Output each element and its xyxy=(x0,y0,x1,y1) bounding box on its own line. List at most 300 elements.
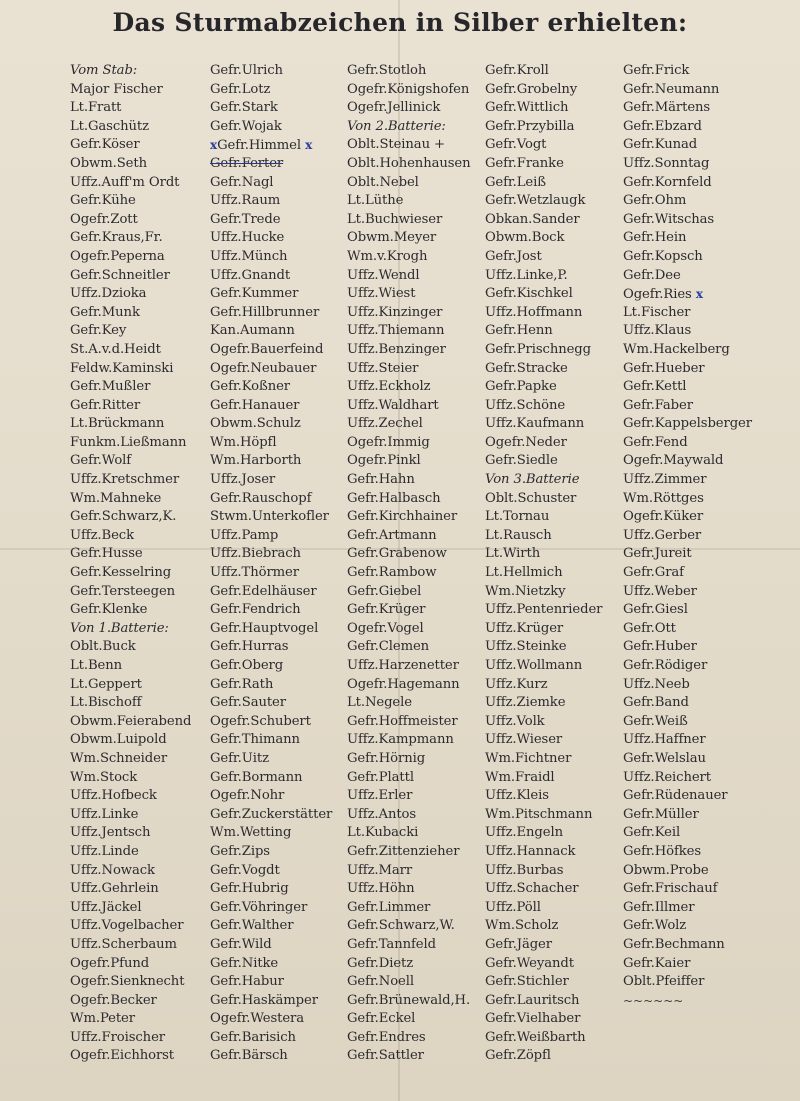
name-entry xyxy=(70,415,210,434)
name-text: Uffz.Höhn xyxy=(347,881,415,897)
name-text: Uffz.Burbas xyxy=(485,862,564,878)
name-text: Uffz.Harzenetter xyxy=(347,658,459,673)
name-text: Gefr.Schwarz,W. xyxy=(347,918,455,934)
name-text: Uffz.Linke xyxy=(70,806,139,822)
name-text: Gefr.Witschas xyxy=(623,211,715,227)
name-entry xyxy=(210,248,347,267)
name-text: Gefr.Rauschopf xyxy=(210,490,312,506)
name-text: Gefr.Rambow xyxy=(347,565,437,581)
name-entry xyxy=(210,99,347,118)
name-text: Uffz.Schöne xyxy=(485,397,566,413)
name-text: Gefr.Kühe xyxy=(70,193,136,209)
name-text: Gefr.Dietz xyxy=(347,955,414,971)
name-text: Ogefr.Jellinick xyxy=(347,100,441,116)
name-entry xyxy=(210,508,347,527)
name-entry xyxy=(623,360,798,379)
name-text: Gefr.Jost xyxy=(485,248,542,264)
name-entry xyxy=(347,657,485,676)
name-entry xyxy=(347,155,485,174)
name-text: Gefr.Mußler xyxy=(70,379,151,395)
name-text: Uffz.Froischer xyxy=(70,1029,165,1045)
name-text: Gefr.Hahn xyxy=(347,472,415,488)
name-entry xyxy=(347,174,485,193)
name-entry xyxy=(623,638,798,657)
name-entry xyxy=(623,267,798,286)
name-text: Ogefr.Bauerfeind xyxy=(210,341,324,357)
name-text: Gefr.Kroll xyxy=(485,63,549,78)
name-text: Gefr.Frischauf xyxy=(623,881,718,897)
name-text: Gefr.Schneitler xyxy=(70,267,170,283)
name-text: Gefr.Vogdt xyxy=(210,862,280,878)
name-text: Uffz.Wiest xyxy=(347,286,416,302)
name-text: Uffz.Sonntag xyxy=(623,155,710,171)
name-text: Uffz.Raum xyxy=(210,193,281,209)
name-entry xyxy=(623,880,798,899)
name-text: Wm.Schneider xyxy=(70,750,168,766)
name-entry xyxy=(70,843,210,862)
name-text: Gefr.Noell xyxy=(347,974,414,990)
name-text: Ogefr.Schubert xyxy=(210,713,311,729)
name-text: Uffz.Erler xyxy=(347,788,413,804)
name-entry xyxy=(485,360,623,379)
name-entry xyxy=(623,397,798,416)
name-entry xyxy=(347,397,485,416)
name-entry xyxy=(70,490,210,509)
name-entry xyxy=(210,471,347,490)
name-entry xyxy=(485,248,623,267)
name-entry xyxy=(70,341,210,360)
name-text: Gefr.Giesl xyxy=(623,602,688,618)
section-heading xyxy=(70,620,210,639)
name-text: Wm.Peter xyxy=(70,1011,135,1027)
name-text: Lt.Hellmich xyxy=(485,565,563,581)
name-text: Gefr.Hein xyxy=(623,230,687,246)
name-entry xyxy=(347,81,485,100)
name-text: Gefr.Wild xyxy=(210,936,272,952)
name-text: Obwm.Meyer xyxy=(347,230,437,246)
name-text: Gefr.Wolz xyxy=(623,918,687,934)
name-entry xyxy=(70,992,210,1011)
name-entry xyxy=(70,824,210,843)
name-entry xyxy=(70,1029,210,1048)
name-text: Gefr.Huber xyxy=(623,639,697,655)
name-text: Gefr.Märtens xyxy=(623,100,711,116)
name-text: Gefr.Schwarz,K. xyxy=(70,509,177,525)
name-entry xyxy=(210,992,347,1011)
name-entry xyxy=(623,694,798,713)
name-entry xyxy=(70,545,210,564)
name-entry xyxy=(347,824,485,843)
name-text: Uffz.Wollmann xyxy=(485,658,583,673)
name-text: Gefr.Key xyxy=(70,323,127,339)
name-text: Gefr.Stotloh xyxy=(347,63,427,78)
name-text: Gefr.Graf xyxy=(623,565,684,581)
name-text: Gefr.Hörnig xyxy=(347,750,426,766)
name-text: Wm.Fraidl xyxy=(485,769,555,785)
name-entry xyxy=(485,713,623,732)
name-entry xyxy=(347,415,485,434)
name-text: Gefr.Franke xyxy=(485,155,564,171)
name-text: Kan.Aumann xyxy=(210,323,295,339)
name-entry xyxy=(485,62,623,81)
name-entry xyxy=(347,638,485,657)
name-text: Uffz.Kampmann xyxy=(347,732,454,748)
name-entry xyxy=(347,267,485,286)
name-entry xyxy=(70,1010,210,1029)
name-entry xyxy=(485,806,623,825)
name-entry xyxy=(485,731,623,750)
name-text: Gefr.Müller xyxy=(623,806,699,822)
name-entry xyxy=(70,955,210,974)
name-text: Uffz.Thörmer xyxy=(210,565,299,581)
name-entry xyxy=(347,769,485,788)
name-entry xyxy=(347,787,485,806)
name-entry xyxy=(210,955,347,974)
name-entry xyxy=(623,155,798,174)
name-entry xyxy=(347,1010,485,1029)
name-text: Ogefr.Königshofen xyxy=(347,81,470,97)
name-entry xyxy=(485,304,623,323)
name-text: Uffz.Neeb xyxy=(623,676,690,692)
name-entry xyxy=(347,583,485,602)
name-entry xyxy=(70,750,210,769)
name-text: Gefr.Wetzlaugk xyxy=(485,193,586,209)
name-text: Gefr.Siedle xyxy=(485,453,558,469)
name-entry xyxy=(347,750,485,769)
name-column-1 xyxy=(70,62,210,1066)
name-entry xyxy=(623,136,798,155)
name-entry xyxy=(347,862,485,881)
name-entry xyxy=(347,322,485,341)
name-entry xyxy=(347,713,485,732)
name-text: Ogefr.Becker xyxy=(70,992,157,1008)
name-entry xyxy=(210,824,347,843)
name-text: Von 1.Batterie: xyxy=(70,620,169,636)
name-text: Gefr.Habur xyxy=(210,974,284,990)
name-text: Uffz.Marr xyxy=(347,862,413,878)
name-entry xyxy=(210,620,347,639)
name-entry xyxy=(347,452,485,471)
name-entry xyxy=(623,787,798,806)
name-entry xyxy=(485,657,623,676)
name-text: Gefr.Kischkel xyxy=(485,286,573,302)
name-entry xyxy=(210,229,347,248)
name-entry xyxy=(210,452,347,471)
name-text: Ogefr.Vogel xyxy=(347,620,424,636)
name-entry xyxy=(485,174,623,193)
name-entry xyxy=(70,787,210,806)
name-text: Ogefr.Maywald xyxy=(623,453,724,469)
name-text: Uffz.Pöll xyxy=(485,899,541,915)
name-entry xyxy=(623,992,798,1011)
name-text: Stwm.Unterkofler xyxy=(210,509,329,525)
name-text: Uffz.Beck xyxy=(70,527,134,543)
name-entry xyxy=(70,434,210,453)
name-text: Lt.Benn xyxy=(70,658,123,673)
name-entry xyxy=(70,471,210,490)
name-text: Oblt.Buck xyxy=(70,639,136,655)
name-entry xyxy=(70,192,210,211)
name-entry xyxy=(210,81,347,100)
name-text: Gefr.Hueber xyxy=(623,360,705,376)
name-text: Gefr.Trede xyxy=(210,211,281,227)
name-entry xyxy=(347,490,485,509)
name-text: Von 3.Batterie xyxy=(485,472,580,488)
name-entry xyxy=(347,360,485,379)
name-entry xyxy=(210,638,347,657)
name-entry xyxy=(210,415,347,434)
name-text: Gefr.Kaier xyxy=(623,955,691,971)
name-entry xyxy=(210,360,347,379)
name-entry xyxy=(623,508,798,527)
name-entry xyxy=(347,471,485,490)
name-entry xyxy=(485,229,623,248)
name-entry xyxy=(623,583,798,602)
name-entry xyxy=(485,490,623,509)
name-text: Ogefr.Pinkl xyxy=(347,453,421,469)
name-text: Uffz.Hucke xyxy=(210,230,285,246)
name-entry xyxy=(485,81,623,100)
name-text: Obwm.Luipold xyxy=(70,732,167,748)
name-text: Gefr.Eckel xyxy=(347,1011,416,1027)
name-text: Gefr.Band xyxy=(623,695,689,711)
name-entry xyxy=(623,806,798,825)
name-text: Gefr.Köser xyxy=(70,137,140,153)
name-text: Uffz.Kretschmer xyxy=(70,472,180,488)
name-text: Uffz.Kleis xyxy=(485,788,549,804)
name-entry xyxy=(210,806,347,825)
name-text: Gefr.Zittenzieher xyxy=(347,843,460,859)
name-text: Wm.v.Krogh xyxy=(347,248,428,264)
handwritten-x-mark: x xyxy=(210,138,218,153)
name-entry xyxy=(347,211,485,230)
name-text: Ogefr.Westera xyxy=(210,1011,305,1027)
name-text: Gefr.Faber xyxy=(623,397,693,413)
name-text: Gefr.Tannfeld xyxy=(347,936,436,952)
name-text: Oblt.Schuster xyxy=(485,490,577,506)
name-text: Ogefr.Neubauer xyxy=(210,360,317,376)
name-entry xyxy=(347,1029,485,1048)
name-entry xyxy=(210,155,347,174)
name-text: Gefr.Nagl xyxy=(210,174,274,190)
name-entry xyxy=(210,341,347,360)
name-text: Gefr.Fend xyxy=(623,434,688,450)
name-entry xyxy=(70,267,210,286)
name-text: Gefr.Przybilla xyxy=(485,118,575,134)
name-entry xyxy=(210,973,347,992)
name-entry xyxy=(210,304,347,323)
name-text: Lt.Negele xyxy=(347,695,412,711)
name-entry xyxy=(485,99,623,118)
name-text: Gefr.Zöpfl xyxy=(485,1048,551,1064)
name-text: Gefr.Hillbrunner xyxy=(210,304,320,320)
name-text: Gefr.Kummer xyxy=(210,286,299,302)
name-entry xyxy=(70,285,210,304)
name-text: Gefr.Artmann xyxy=(347,527,437,543)
name-text: Gefr.Hurras xyxy=(210,639,289,655)
name-entry xyxy=(485,434,623,453)
handwritten-x-mark: x xyxy=(695,287,703,302)
name-text: Uffz.Hannack xyxy=(485,843,576,859)
name-entry xyxy=(210,676,347,695)
name-entry xyxy=(623,731,798,750)
name-entry xyxy=(347,620,485,639)
name-text: Gefr.Husse xyxy=(70,546,143,562)
name-entry xyxy=(623,750,798,769)
name-entry xyxy=(210,1047,347,1066)
name-text: Uffz.Steinke xyxy=(485,639,567,655)
name-entry xyxy=(210,527,347,546)
name-text: Uffz.Joser xyxy=(210,472,276,488)
name-text: Uffz.Krüger xyxy=(485,620,564,636)
name-text: Vom Stab: xyxy=(70,63,138,78)
name-text: Gefr.Rödiger xyxy=(623,658,708,673)
name-text: Uffz.Linde xyxy=(70,843,139,859)
name-column-5 xyxy=(623,62,798,1010)
name-entry xyxy=(347,973,485,992)
name-entry xyxy=(623,601,798,620)
name-text: Gefr.Illmer xyxy=(623,899,695,915)
name-entry xyxy=(70,508,210,527)
name-entry xyxy=(623,917,798,936)
name-entry xyxy=(70,211,210,230)
name-entry xyxy=(70,155,210,174)
name-text: Uffz.Pentenrieder xyxy=(485,602,603,618)
name-text: Oblt.Steinau + xyxy=(347,137,446,153)
name-entry xyxy=(485,1047,623,1066)
name-entry xyxy=(210,862,347,881)
name-entry xyxy=(485,155,623,174)
name-entry xyxy=(347,136,485,155)
name-text: Uffz.Linke,P. xyxy=(485,267,568,283)
section-heading xyxy=(347,118,485,137)
name-entry xyxy=(210,843,347,862)
name-entry xyxy=(485,1010,623,1029)
name-entry xyxy=(70,731,210,750)
name-text: Uffz.Dzioka xyxy=(70,286,147,302)
name-text: Gefr.Endres xyxy=(347,1029,426,1045)
name-text: Gefr.Wolf xyxy=(70,453,132,469)
name-text: Gefr.Welslau xyxy=(623,750,706,766)
name-text: Uffz.Waldhart xyxy=(347,397,439,413)
name-text: Gefr.Kornfeld xyxy=(623,174,712,190)
name-text: Obwm.Schulz xyxy=(210,416,301,432)
name-text: Gefr.Dee xyxy=(623,267,681,283)
name-entry xyxy=(347,880,485,899)
name-text: Gefr.Weiß xyxy=(623,713,688,729)
name-entry xyxy=(210,583,347,602)
name-text: Ogefr.Zott xyxy=(70,211,138,227)
name-entry xyxy=(485,750,623,769)
name-text: Obwm.Probe xyxy=(623,862,709,878)
name-text: Gefr.Zuckerstätter xyxy=(210,806,333,822)
name-text: Lt.Fratt xyxy=(70,100,122,116)
name-text: Gefr.Zips xyxy=(210,843,270,859)
name-entry xyxy=(347,843,485,862)
name-text: Ogefr.Nohr xyxy=(210,788,285,804)
name-entry xyxy=(485,136,623,155)
name-entry xyxy=(485,973,623,992)
name-entry xyxy=(623,211,798,230)
name-text: Lt.Lüthe xyxy=(347,193,404,209)
name-text: Uffz.Jäckel xyxy=(70,899,142,915)
name-entry xyxy=(623,81,798,100)
name-entry xyxy=(210,285,347,304)
name-entry xyxy=(70,99,210,118)
name-text: Obwm.Feierabend xyxy=(70,713,192,729)
name-text: Gefr.Höfkes xyxy=(623,843,702,859)
name-entry xyxy=(623,248,798,267)
name-entry xyxy=(347,676,485,695)
name-entry xyxy=(485,452,623,471)
name-text: Lt.Tornau xyxy=(485,509,550,525)
name-entry xyxy=(347,192,485,211)
name-text: Gefr.Wojak xyxy=(210,118,282,134)
name-entry xyxy=(210,174,347,193)
name-entry xyxy=(347,508,485,527)
name-text: Gefr.Ferter xyxy=(210,155,284,171)
name-text: Ogefr.Neder xyxy=(485,434,567,450)
name-column-4 xyxy=(485,62,623,1066)
name-entry xyxy=(210,1029,347,1048)
name-entry xyxy=(70,229,210,248)
name-entry xyxy=(347,99,485,118)
name-text: Uffz.Schacher xyxy=(485,881,579,897)
name-entry xyxy=(70,564,210,583)
name-text: Gefr.Fendrich xyxy=(210,602,301,618)
name-text: Gefr.Edelhäuser xyxy=(210,583,317,599)
name-text: Uffz.Jentsch xyxy=(70,825,151,841)
name-text: Oblt.Hohenhausen xyxy=(347,155,471,171)
name-entry xyxy=(485,397,623,416)
name-entry xyxy=(70,899,210,918)
name-entry xyxy=(210,657,347,676)
name-entry xyxy=(210,880,347,899)
name-text: Uffz.Antos xyxy=(347,806,417,822)
name-entry xyxy=(623,490,798,509)
name-entry xyxy=(485,341,623,360)
name-entry xyxy=(485,564,623,583)
name-entry xyxy=(70,322,210,341)
name-text: Gefr.Thimann xyxy=(210,732,300,748)
name-entry xyxy=(485,192,623,211)
name-text: Gefr.Kunad xyxy=(623,137,698,153)
name-text: Uffz.Haffner xyxy=(623,732,706,748)
name-entry xyxy=(623,862,798,881)
name-entry xyxy=(70,397,210,416)
name-entry xyxy=(70,694,210,713)
name-entry xyxy=(623,322,798,341)
name-text: Gefr.Kappelsberger xyxy=(623,416,752,432)
name-text: Uffz.Kurz xyxy=(485,676,548,692)
name-text: Wm.Pitschmann xyxy=(485,806,593,822)
name-entry xyxy=(347,62,485,81)
name-text: Uffz.Klaus xyxy=(623,323,692,339)
name-text: Gefr.Brünewald,H. xyxy=(347,992,471,1008)
name-text: Obwm.Bock xyxy=(485,230,565,246)
name-entry xyxy=(70,304,210,323)
name-entry xyxy=(347,248,485,267)
name-text: Uffz.Kinzinger xyxy=(347,304,443,320)
name-text: Lt.Kubacki xyxy=(347,825,419,841)
name-entry xyxy=(347,917,485,936)
name-text: Wm.Höpfl xyxy=(210,434,277,450)
name-entry xyxy=(70,657,210,676)
name-text: St.A.v.d.Heidt xyxy=(70,341,161,357)
name-entry xyxy=(623,713,798,732)
name-text: Gefr.Jäger xyxy=(485,936,552,952)
name-text: Uffz.Zimmer xyxy=(623,472,707,488)
